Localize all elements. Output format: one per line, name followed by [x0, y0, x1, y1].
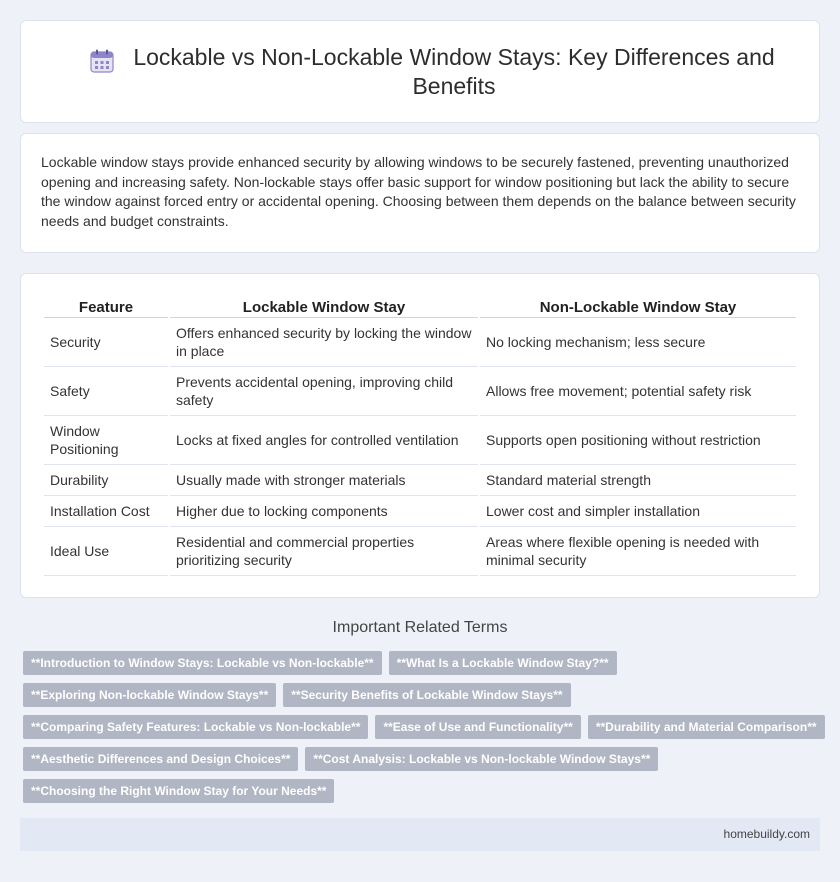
calendar-icon: [89, 48, 115, 74]
table-row: [44, 527, 796, 576]
footer-site[interactable]: homebuildy.com: [723, 827, 810, 841]
table-row: [44, 318, 796, 367]
table-header-row: [44, 296, 796, 318]
related-tag[interactable]: **Security Benefits of Lockable Window Stays**: [283, 683, 570, 707]
lockable-cell: Locks at fixed angles for controlled ventilation: [170, 416, 478, 465]
title-card: [20, 20, 820, 123]
footer: [20, 818, 820, 851]
lockable-cell: Offers enhanced security by locking the window in place: [170, 318, 478, 367]
comparison-card: [20, 273, 820, 598]
intro-paragraph: Lockable window stays provide enhanced security by allowing windows to be securely fastened, preventing unauthorized opening and increasing safety. Non-lockable stays offer basic support for window positioning but lack the ability to secure the window against forced entry or accidental opening. Choosing between them depends on the balance between security needs and budget constraints.: [41, 154, 796, 229]
header-lockable: Lockable Window Stay: [170, 296, 478, 318]
related-tag[interactable]: **Choosing the Right Window Stay for Your Needs**: [23, 779, 334, 803]
related-tag[interactable]: **Ease of Use and Functionality**: [375, 715, 580, 739]
non-lockable-cell: Supports open positioning without restriction: [480, 416, 796, 465]
feature-cell: Ideal Use: [44, 527, 168, 576]
header-feature: Feature: [44, 296, 168, 318]
feature-cell: Window Positioning: [44, 416, 168, 465]
related-tag[interactable]: **Cost Analysis: Lockable vs Non-lockable Window Stays**: [305, 747, 658, 771]
related-tag[interactable]: **Exploring Non-lockable Window Stays**: [23, 683, 276, 707]
related-tag[interactable]: **Comparing Safety Features: Lockable vs Non-lockable**: [23, 715, 368, 739]
non-lockable-cell: Areas where flexible opening is needed with minimal security: [480, 527, 796, 576]
page-title: Lockable vs Non-Lockable Window Stays: Key Differences and Benefits: [133, 44, 775, 99]
related-terms-title: Important Related Terms: [332, 619, 508, 636]
comparison-table: [42, 296, 798, 576]
feature-cell: Durability: [44, 465, 168, 496]
feature-cell: Safety: [44, 367, 168, 416]
lockable-cell: Usually made with stronger materials: [170, 465, 478, 496]
feature-cell: Installation Cost: [44, 496, 168, 527]
table-row: [44, 496, 796, 527]
non-lockable-cell: Allows free movement; potential safety risk: [480, 367, 796, 416]
lockable-cell: Prevents accidental opening, improving child safety: [170, 367, 478, 416]
table-row: [44, 416, 796, 465]
intro-card: [20, 133, 820, 253]
lockable-cell: Residential and commercial properties prioritizing security: [170, 527, 478, 576]
feature-cell: Security: [44, 318, 168, 367]
related-tag[interactable]: **Introduction to Window Stays: Lockable vs Non-lockable**: [23, 651, 382, 675]
non-lockable-cell: Lower cost and simpler installation: [480, 496, 796, 527]
table-row: [44, 465, 796, 496]
related-tag[interactable]: **Durability and Material Comparison**: [588, 715, 825, 739]
related-tag[interactable]: **What Is a Lockable Window Stay?**: [389, 651, 617, 675]
header-non-lockable: Non-Lockable Window Stay: [480, 296, 796, 318]
related-terms-tags: [23, 651, 817, 811]
non-lockable-cell: No locking mechanism; less secure: [480, 318, 796, 367]
non-lockable-cell: Standard material strength: [480, 465, 796, 496]
table-row: [44, 367, 796, 416]
lockable-cell: Higher due to locking components: [170, 496, 478, 527]
related-tag[interactable]: **Aesthetic Differences and Design Choices**: [23, 747, 298, 771]
